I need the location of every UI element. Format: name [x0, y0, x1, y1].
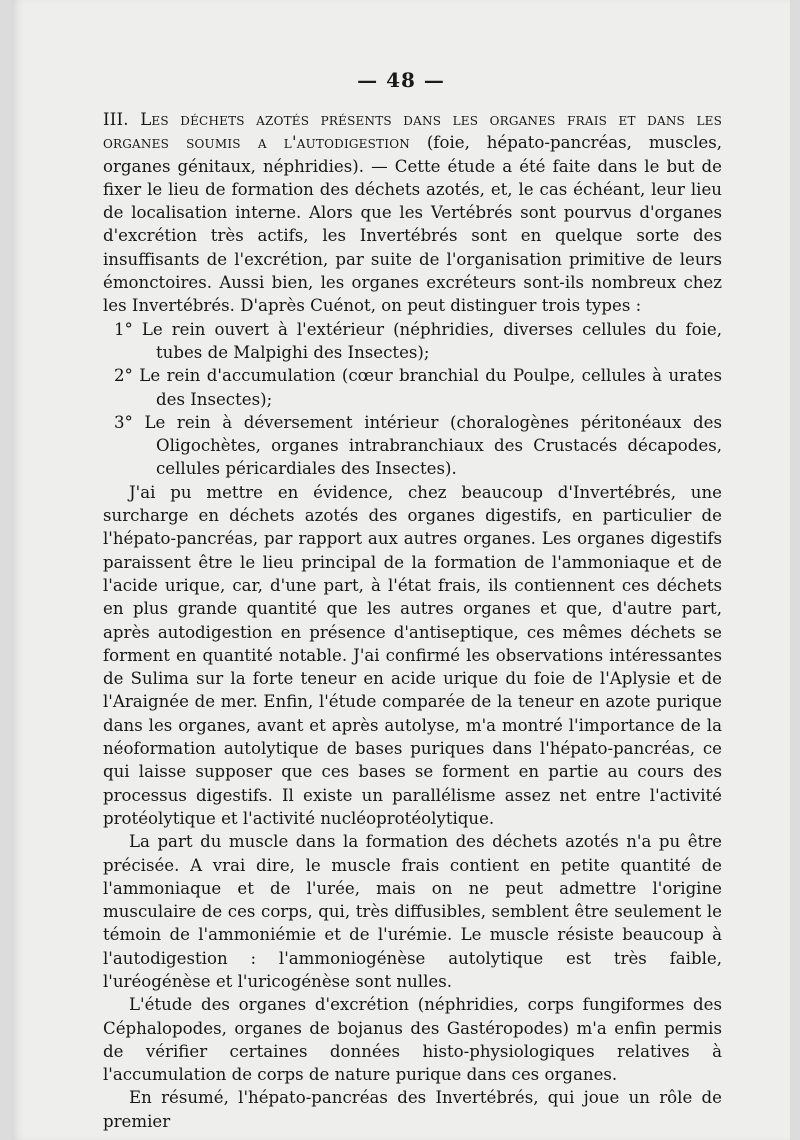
section-intro-text: (foie, hépato-pancréas, muscles, organes génitaux, néphridies). — Cette étude a été faite dans le but de fixer le lieu de formation des déchets azotés, et, le cas échéant, leur lieu de localisation interne. Alors que les Vertébrés sont pourvus d'organes d'excrétion très actifs, les Invertébrés sont en quelque sorte des insuffisants de l'excrétion, par suite de l'organisation primitive de leurs émonctoires. Aussi bien, les organes excréteurs sont-ils nombreux chez les Invertébrés. D'après Cuénot, on peut distinguer trois types : — [103, 133, 722, 316]
list-item: 1° Le rein ouvert à l'extérieur (néphridies, diverses cellules du foie, tubes de Malpighi des Insectes); — [114, 319, 722, 362]
body-paragraph: J'ai pu mettre en évidence, chez beaucoup d'Invertébrés, une surcharge en déchets azotés des organes digestifs, en particulier de l'hépato-pancréas, par rapport aux autres organes. Les organes digestifs paraissent être le lieu principal de la formation de l'ammoniaque et de l'acide urique, car, d'une part, à l'état frais, ils contiennent ces déchets en plus grande quantité que les autres organes et que, d'autre part, après autodigestion en présence d'antiseptique, ces mêmes déchets se forment en quantité notable. J'ai confirmé les observations intéressantes de Sulima sur la forte teneur en acide urique du foie de l'Aplysie et de l'Araignée de mer. Enfin, l'étude comparée de la teneur en azote purique dans les organes, avant et après autolyse, m'a montré l'importance de la néoformation autolytique de bases puriques dans l'hépato-pancréas, ce qui laisse supposer que ces bases se forment en partie au cours des processus digestifs. Il existe un parallélisme assez net entre l'activité protéolytique et l'activité nucléoprotéolytique. — [103, 482, 722, 828]
body-paragraph: En résumé, l'hépato-pancréas des Invertébrés, qui joue un rôle de premier — [103, 1088, 722, 1131]
list-item: 3° Le rein à déversement intérieur (choralogènes péritonéaux des Oligochètes, organes intrabranchiaux des Crustacés décapodes, cellules péricardiales des Insectes). — [114, 412, 722, 479]
body-paragraph: L'étude des organes d'excrétion (néphridies, corps fungiformes des Céphalopodes, organes de bojanus des Gastéropodes) m'a enfin permis de vérifier certaines données histo-physiologiques relatives à l'accumulation de corps de nature purique dans ces organes. — [103, 995, 722, 1085]
section-intro-paragraph — [103, 108, 722, 318]
document-page — [12, 0, 790, 1140]
section-heading: III. Les déchets azotés présents dans les organes frais et dans les organes soumis a l'autodigestion — [103, 110, 722, 153]
list-item: 2° Le rein d'accumulation (cœur branchial du Poulpe, cellules à urates des Insectes); — [114, 366, 722, 409]
page-body — [103, 108, 722, 1133]
page-number: — 48 — — [357, 68, 445, 92]
body-paragraph: La part du muscle dans la formation des déchets azotés n'a pu être précisée. A vrai dire, le muscle frais contient en petite quantité de l'ammoniaque et de l'urée, mais on ne peut admettre l'origine musculaire de ces corps, qui, très diffusibles, semblent être seulement le témoin de l'ammoniémie et de l'urémie. Le muscle résiste beaucoup à l'autodigestion : l'ammoniogénèse autolytique est très faible, l'uréogénèse et l'uricogénèse sont nulles. — [103, 832, 722, 991]
